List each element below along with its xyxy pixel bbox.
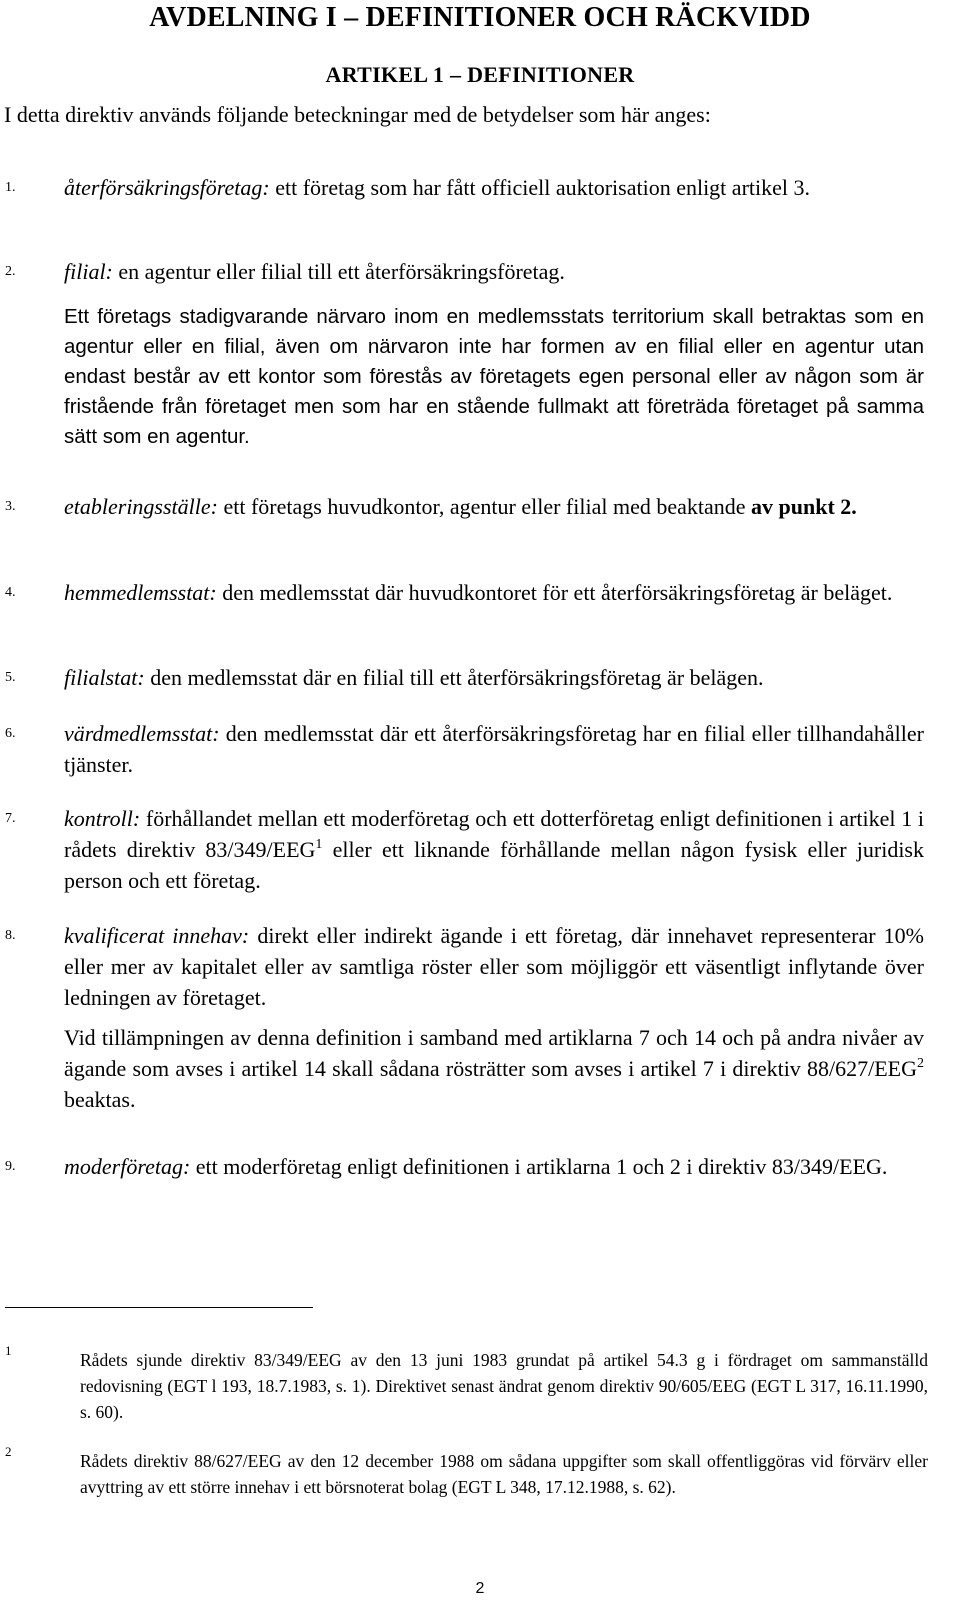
footnote-number: 1	[5, 1343, 12, 1358]
footnote-divider	[5, 1307, 313, 1308]
definition-text	[64, 920, 924, 1013]
intro-text: I detta direktiv används följande beteckningar med de betydelser som här anges:	[4, 102, 711, 127]
definition-text	[64, 491, 924, 522]
definition-term: värdmedlemsstat:	[64, 721, 220, 746]
definition-term: moderföretag:	[64, 1154, 191, 1179]
definition-term: filial:	[64, 259, 113, 284]
page-number: 2	[475, 1580, 485, 1597]
article-heading: ARTIKEL 1 – DEFINITIONER	[325, 62, 635, 87]
definition-number: 9.	[5, 1159, 16, 1174]
definition-number: 2.	[5, 264, 16, 279]
definition-text	[64, 256, 924, 287]
definition-term: kontroll:	[64, 806, 141, 831]
definition-text	[64, 803, 924, 896]
footnote-text: Rådets sjunde direktiv 83/349/EEG av den 13 juni 1983 grundat på artikel 54.3 g i fördraget om sammanställd redovisning (EGT l 193, 18.7.1983, s. 1). Direktivet senast ändrat genom direktiv 90/605/EEG (EGT L 317, 16.11.1990, s. 60).	[80, 1350, 928, 1422]
definition-description-continued: eller ett liknande förhållande mellan någon fysisk eller juridisk person och ett företag.	[64, 837, 924, 893]
footnote-reference: 2	[917, 1056, 924, 1071]
definition-description: den medlemsstat där ett återförsäkringsföretag har en filial eller tillhandahåller tjänster.	[64, 721, 924, 777]
definition-description: ett moderföretag enligt definitionen i artiklarna 1 och 2 i direktiv 83/349/EEG.	[190, 1154, 888, 1179]
definition-term: filialstat:	[64, 665, 145, 690]
footnote-reference: 1	[315, 837, 323, 852]
definition-8-paragraph	[64, 1022, 924, 1115]
definition-description: direkt eller indirekt ägande i ett företag, där innehavet representerar 10% eller mer av kapitalet eller av samtliga röster eller som möjliggör ett väsentligt inflytande över ledningen av företaget.	[64, 923, 925, 1010]
section-heading: AVDELNING I – DEFINITIONER OCH RÄCKVIDD	[149, 2, 811, 33]
definition-number: 4.	[5, 585, 16, 600]
definition-description: en agentur eller filial till ett återförsäkringsföretag.	[112, 259, 565, 284]
paragraph-text: Vid tillämpningen av denna definition i samband med artiklarna 7 och 14 och på andra nivåer av ägande som avses i artikel 14 skall sådana rösträtter som avses i artikel 7 i direktiv 88/627/EEG	[64, 1025, 924, 1081]
definition-number: 7.	[5, 811, 16, 826]
definition-description: ett företag som har fått officiell auktorisation enligt artikel 3.	[269, 175, 810, 200]
definition-text	[64, 662, 924, 693]
definition-number: 3.	[5, 499, 16, 514]
definition-term: hemmedlemsstat:	[64, 580, 217, 605]
definition-text	[64, 1151, 924, 1182]
footnote-number: 2	[5, 1444, 12, 1459]
definition-text	[64, 577, 924, 608]
definition-description: den medlemsstat där huvudkontoret för ett återförsäkringsföretag är beläget.	[216, 580, 893, 605]
definition-number: 1.	[5, 180, 16, 195]
definition-text	[64, 172, 924, 203]
definition-bold-text: av punkt 2.	[751, 494, 857, 519]
paragraph-end: beaktas.	[64, 1087, 136, 1112]
definition-description: den medlemsstat där en filial till ett återförsäkringsföretag är belägen.	[144, 665, 764, 690]
definition-number: 6.	[5, 726, 16, 741]
definition-term: återförsäkringsföretag:	[64, 175, 270, 200]
definition-term: etableringsställe:	[64, 494, 218, 519]
definition-description: förhållandet mellan ett moderföretag och ett dotterföretag enligt definitionen i artikel 1 i rådets direktiv 83/349/EEG	[64, 806, 924, 862]
definition-text	[64, 718, 924, 780]
footnote-text: Rådets direktiv 88/627/EEG av den 12 december 1988 om sådana uppgifter som skall offentliggöras vid förvärv eller avyttring av ett större innehav i ett börsnoterat bolag (EGT L 348, 17.12.1988, s. 62).	[80, 1451, 928, 1497]
definition-description: ett företags huvudkontor, agentur eller filial med beaktande	[217, 494, 752, 519]
definition-term: kvalificerat innehav:	[64, 923, 250, 948]
definition-2-paragraph: Ett företags stadigvarande närvaro inom en medlemsstats territorium skall betraktas som en agentur eller en filial, även om närvaron inte har formen av en filial eller en agentur utan endast består av ett kontor som förestås av företagets egen personal eller av någon som är fristående från företaget men som har en stående fullmakt att företräda företaget på samma sätt som en agentur.	[64, 305, 924, 448]
definition-number: 8.	[5, 928, 16, 943]
definition-number: 5.	[5, 670, 16, 685]
